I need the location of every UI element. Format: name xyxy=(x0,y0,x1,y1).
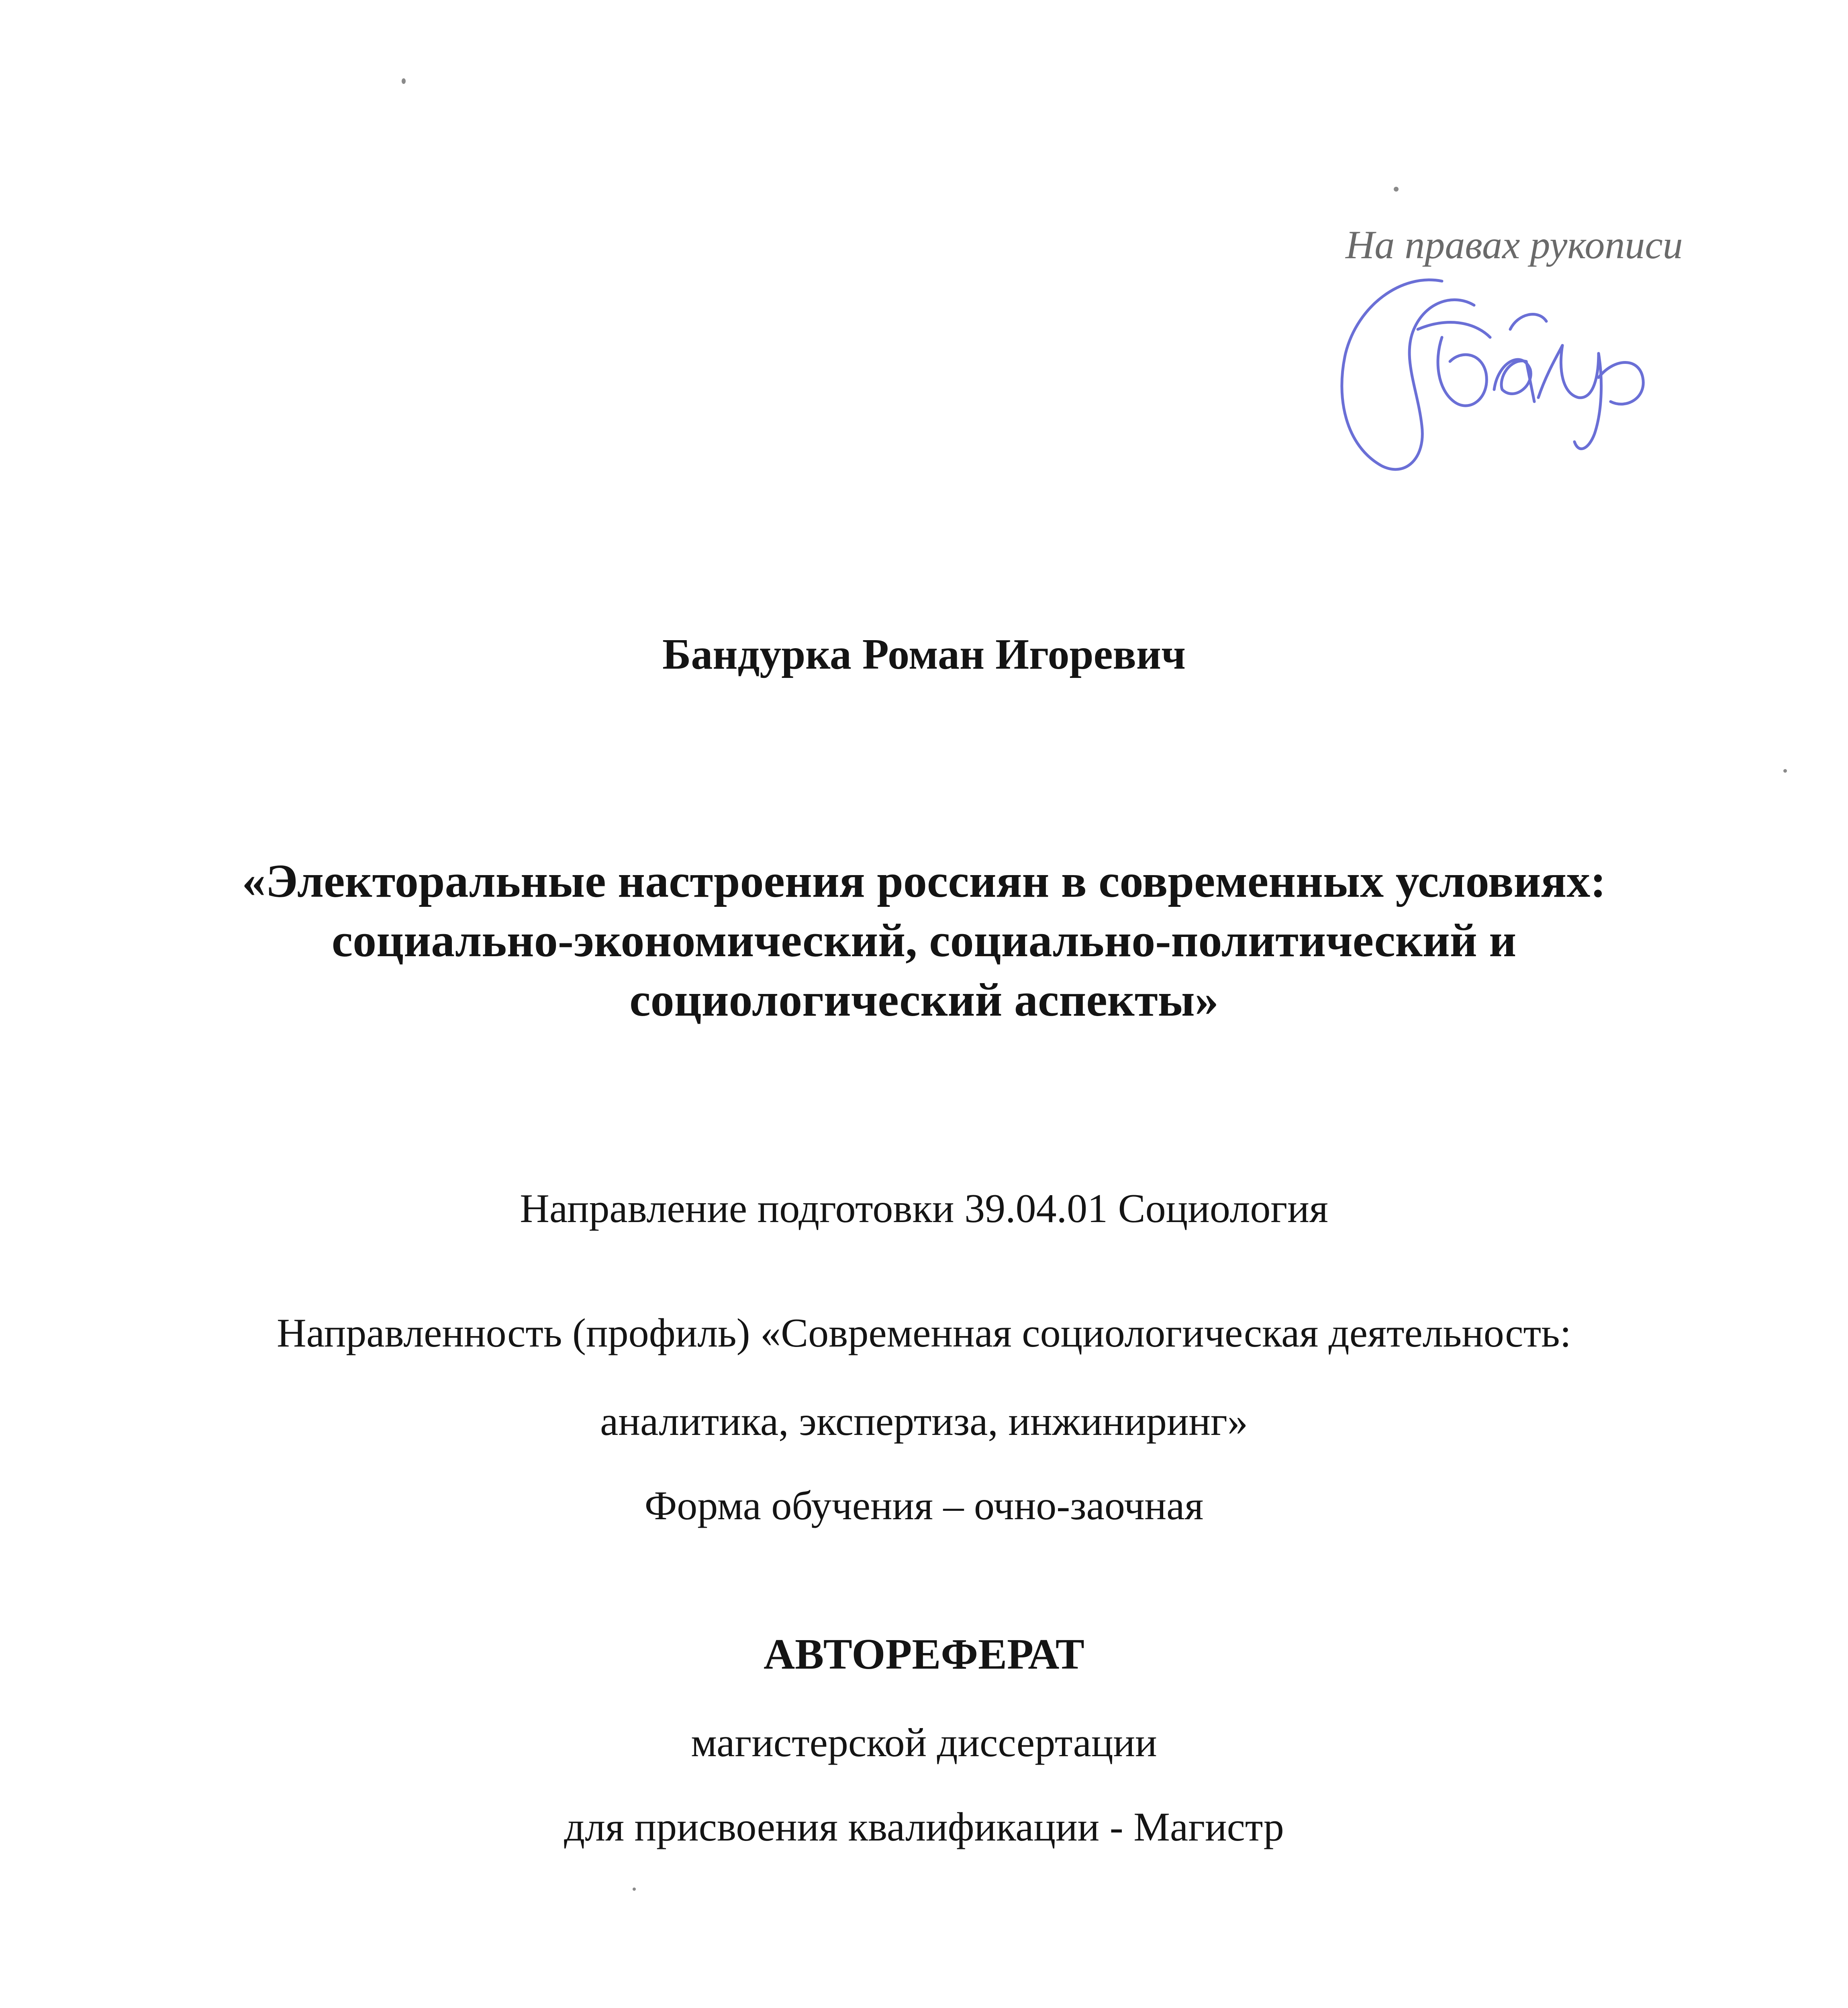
training-direction: Направление подготовки 39.04.01 Социология xyxy=(520,1186,1328,1231)
document-type-heading: АВТОРЕФЕРАТ xyxy=(764,1630,1084,1678)
scan-speck xyxy=(402,78,406,84)
scan-speck xyxy=(1394,187,1399,192)
manuscript-note: На правах рукописи xyxy=(1346,222,1683,267)
profile-line: Направленность (профиль) «Современная социологическая деятельность: xyxy=(277,1310,1571,1356)
study-form: Форма обучения – очно-заочная xyxy=(644,1483,1204,1528)
scan-speck xyxy=(633,1888,636,1891)
qualification-line: для присвоения квалификации - Магистр xyxy=(564,1804,1284,1850)
handwritten-signature xyxy=(1321,257,1667,482)
scan-speck xyxy=(1783,769,1787,773)
title-line: социологический аспекты» xyxy=(629,973,1219,1026)
document-subtitle: магистерской диссертации xyxy=(691,1720,1157,1765)
title-line: «Электоральные настроения россиян в современных условиях: xyxy=(242,855,1606,907)
profile-line: аналитика, экспертиза, инжиниринг» xyxy=(600,1399,1248,1444)
author-name: Бандурка Роман Игоревич xyxy=(662,631,1186,678)
title-line: социально-экономический, социально-политический и xyxy=(331,914,1517,967)
dissertation-title xyxy=(0,851,1848,1030)
